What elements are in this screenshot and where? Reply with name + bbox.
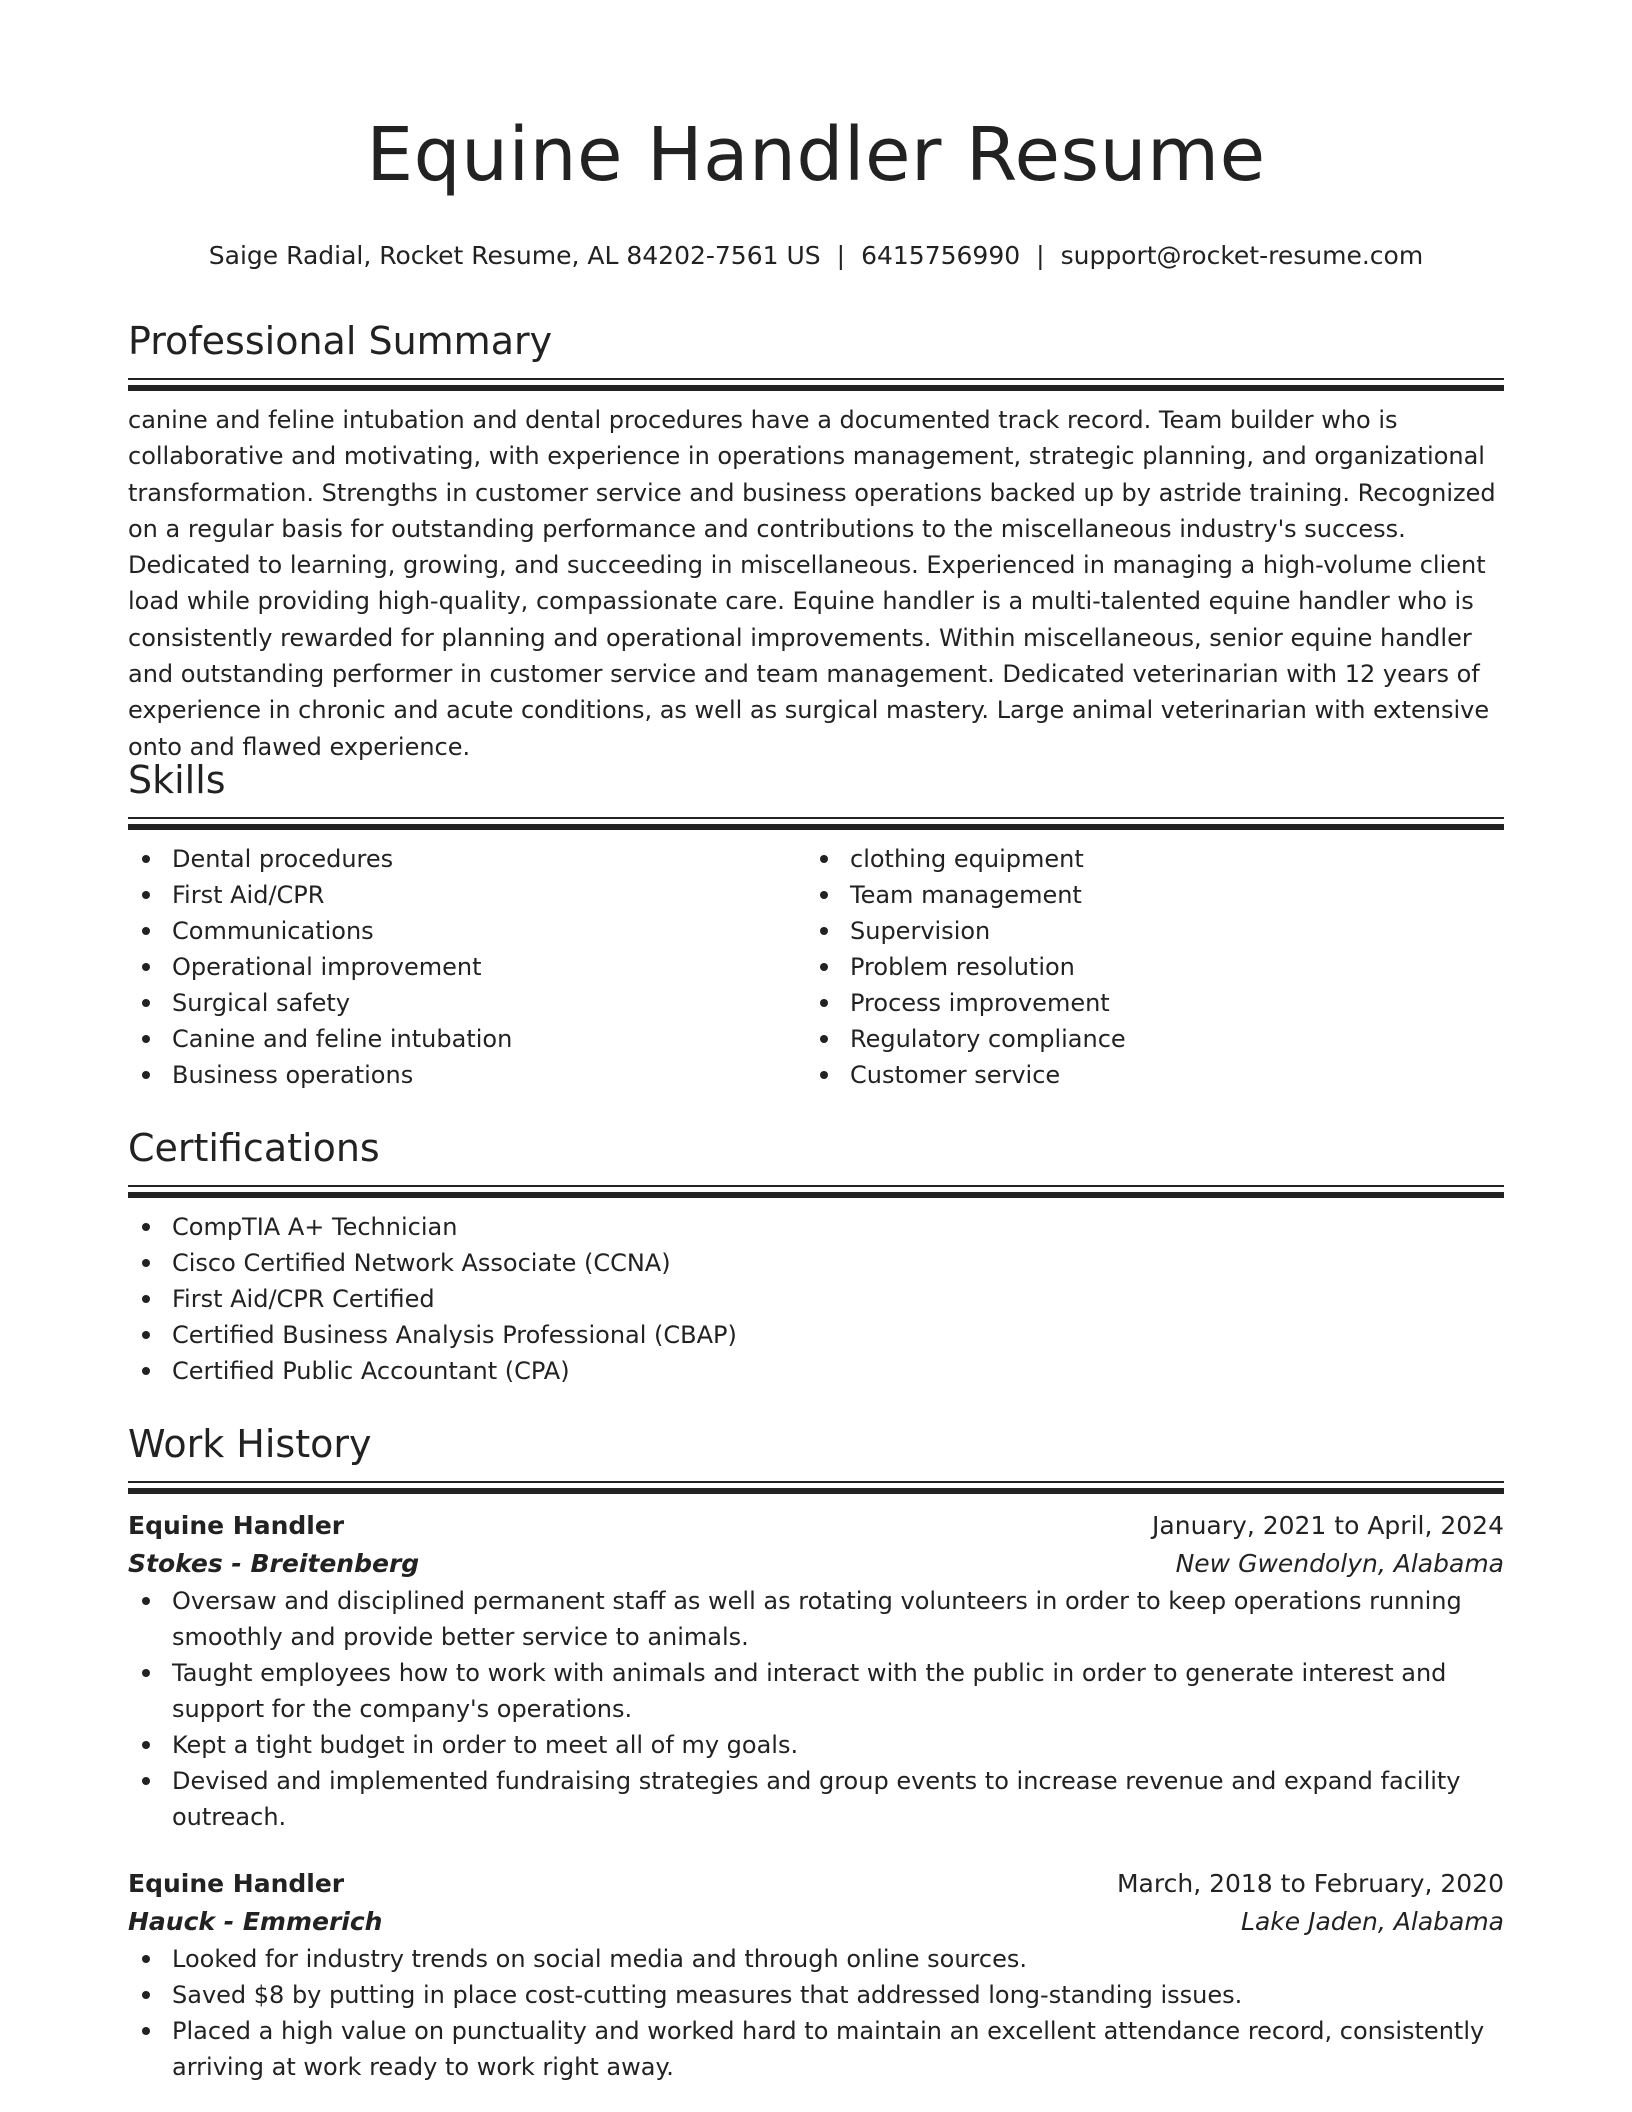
certifications-list	[128, 1209, 1504, 1389]
job-company: Hauck - Emmerich	[128, 1907, 383, 1936]
summary-section	[128, 318, 1504, 765]
section-divider	[128, 1185, 1504, 1197]
summary-text: canine and feline intubation and dental procedures have a documented track record. Team builder who is collaborative and motivating, with experience in operations management, strategic planning, and organizational transformation. Strengths in customer service and business operations backed up by astride training. Recognized on a regular basis for outstanding performance and contributions to the miscellaneous industry's success. Dedicated to learning, growing, and succeeding in miscellaneous. Experienced in managing a high-volume client load while providing high-quality, compassionate care. Equine handler is a multi-talented equine handler who is consistently rewarded for planning and operational improvements. Within miscellaneous, senior equine handler and outstanding performer in customer service and team management. Dedicated veterinarian with 12 years of experience in chronic and acute conditions, as well as surgical mastery. Large animal veterinarian with extensive onto and flawed experience.	[128, 406, 1496, 761]
job-duty-item: Placed a high value on punctuality and worked hard to maintain an excellent attendance record, consistently arriving at work ready to work right away.	[128, 2013, 1504, 2085]
certification-item: CompTIA A+ Technician	[128, 1209, 1504, 1245]
job-location: New Gwendolyn, Alabama	[1175, 1549, 1504, 1578]
contact-address: Saige Radial, Rocket Resume, AL 84202-7561 US	[208, 241, 821, 270]
skill-item: Canine and feline intubation	[128, 1021, 806, 1057]
skill-item: First Aid/CPR	[128, 877, 806, 913]
skills-list-right	[806, 841, 1484, 1093]
skills-list-left	[128, 841, 806, 1093]
job-subheader	[128, 1903, 1504, 1941]
contact-phone[interactable]: 6415756990	[861, 241, 1021, 270]
certification-item: First Aid/CPR Certified	[128, 1281, 1504, 1317]
section-divider	[128, 817, 1504, 829]
job-entry	[128, 1865, 1504, 2085]
job-title: Equine Handler	[128, 1869, 345, 1898]
skills-section	[128, 757, 1504, 1093]
skill-item: Customer service	[806, 1057, 1484, 1093]
certifications-heading: Certifications	[128, 1126, 380, 1170]
job-duties	[128, 1583, 1504, 1835]
contact-separator: |	[836, 241, 846, 270]
job-duty-item: Kept a tight budget in order to meet all of my goals.	[128, 1727, 1504, 1763]
skill-item: clothing equipment	[806, 841, 1484, 877]
job-location: Lake Jaden, Alabama	[1241, 1907, 1504, 1936]
work-history-section	[128, 1421, 1504, 2085]
skills-columns	[128, 841, 1504, 1093]
job-header	[128, 1507, 1504, 1545]
section-divider	[128, 1481, 1504, 1493]
skill-item: Business operations	[128, 1057, 806, 1093]
job-duty-item: Saved $8 by putting in place cost-cutting measures that addressed long-standing issues.	[128, 1977, 1504, 2013]
section-divider	[128, 378, 1504, 390]
summary-heading: Professional Summary	[128, 319, 553, 363]
resume-title: Equine Handler Resume	[366, 112, 1266, 198]
job-title: Equine Handler	[128, 1511, 345, 1540]
skill-item: Regulatory compliance	[806, 1021, 1484, 1057]
job-duty-item: Oversaw and disciplined permanent staff as well as rotating volunteers in order to keep operations running smoothly and provide better service to animals.	[128, 1583, 1504, 1655]
skill-item: Surgical safety	[128, 985, 806, 1021]
job-duties	[128, 1941, 1504, 2085]
job-header	[128, 1865, 1504, 1903]
job-duty-item: Looked for industry trends on social media and through online sources.	[128, 1941, 1504, 1977]
skill-item: Dental procedures	[128, 841, 806, 877]
certification-item: Cisco Certified Network Associate (CCNA)	[128, 1245, 1504, 1281]
job-entry	[128, 1507, 1504, 1835]
work-history-heading: Work History	[128, 1422, 372, 1466]
skill-item: Process improvement	[806, 985, 1484, 1021]
job-dates: March, 2018 to February, 2020	[1116, 1869, 1504, 1898]
certification-item: Certified Business Analysis Professional (CBAP)	[128, 1317, 1504, 1353]
skill-item: Supervision	[806, 913, 1484, 949]
job-duty-item: Taught employees how to work with animals and interact with the public in order to generate interest and support for the company's operations.	[128, 1655, 1504, 1727]
job-dates: January, 2021 to April, 2024	[1152, 1511, 1504, 1540]
certifications-section	[128, 1125, 1504, 1389]
contact-line	[128, 240, 1504, 272]
skill-item: Team management	[806, 877, 1484, 913]
skill-item: Operational improvement	[128, 949, 806, 985]
job-duty-item: Devised and implemented fundraising strategies and group events to increase revenue and expand facility outreach.	[128, 1763, 1504, 1835]
skill-item: Problem resolution	[806, 949, 1484, 985]
certification-item: Certified Public Accountant (CPA)	[128, 1353, 1504, 1389]
contact-separator: |	[1036, 241, 1045, 270]
job-subheader	[128, 1545, 1504, 1583]
contact-email[interactable]: support@rocket-resume.com	[1060, 241, 1424, 270]
job-company: Stokes - Breitenberg	[128, 1549, 420, 1578]
skills-heading: Skills	[128, 758, 226, 802]
skill-item: Communications	[128, 913, 806, 949]
